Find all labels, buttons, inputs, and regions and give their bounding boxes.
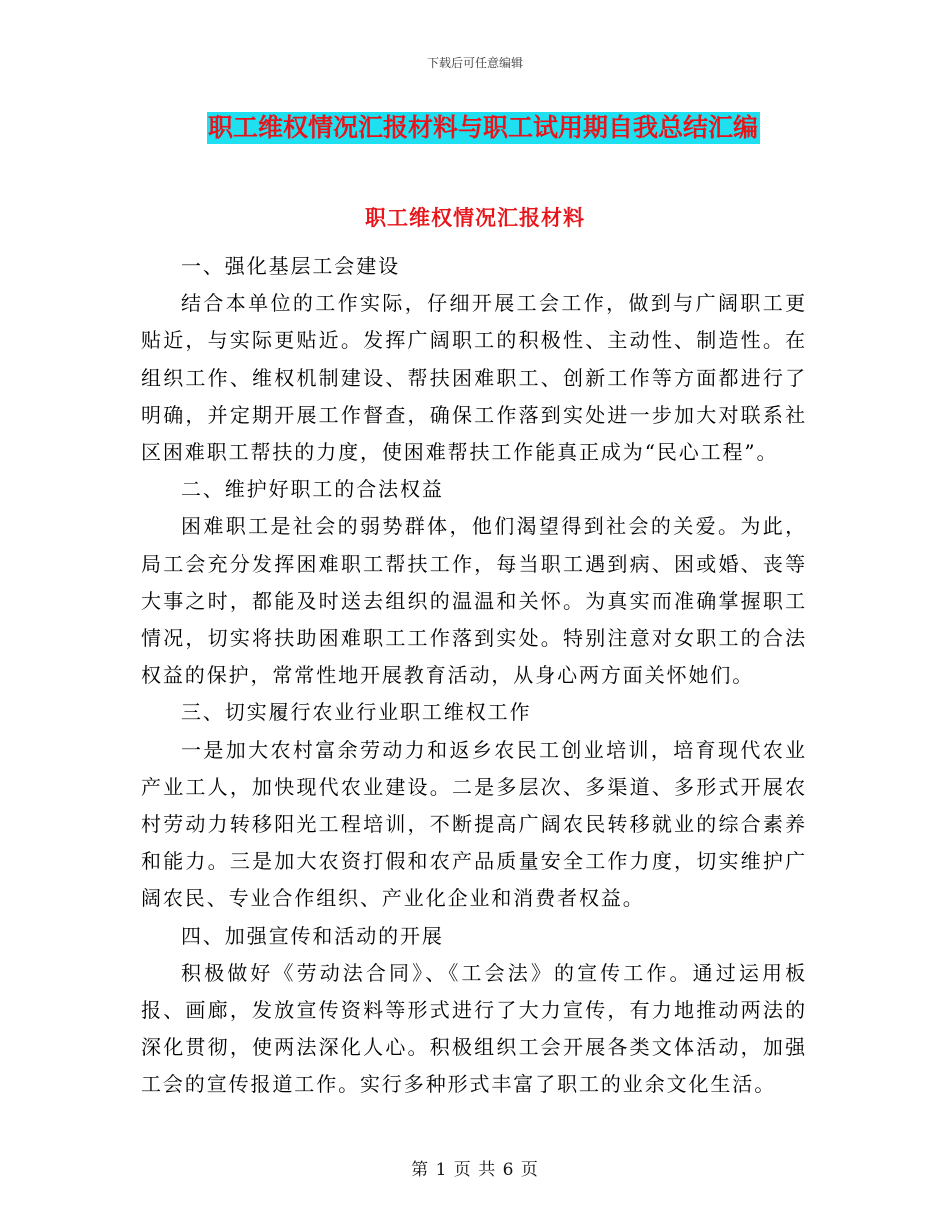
paragraph-2: 困难职工是社会的弱势群体，他们渴望得到社会的关爱。为此，局工会充分发挥困难职工帮扶工作，每当职工遇到病、困或婚、丧等大事之时，都能及时送去组织的温温和关怀。为真实而准确掌握职工情况，切实将扶助困难职工工作落到实处。特别注意对女职工的合法权益的保护，常常性地开展教育活动，从身心两方面关怀她们。: [141, 514, 807, 688]
heading-2: 二、维护好职工的合法权益: [181, 477, 444, 502]
main-title-container: [207, 112, 789, 144]
header-note: 下载后可任意编辑: [426, 56, 523, 70]
paragraph-4: 积极做好《劳动法合同》、《工会法》的宣传工作。通过运用板报、画廊，发放宣传资料等形式进行了大力宣传，有力地推动两法的深化贯彻，使两法深化人心。积极组织工会开展各类文体活动，加强工会的宣传报道工作。实行多种形式丰富了职工的业余文化生活。: [141, 960, 807, 1097]
document-body: [141, 248, 807, 1104]
heading-4: 四、加强宣传和活动的开展: [181, 923, 444, 948]
main-title: 职工维权情况汇报材料与职工试用期自我总结汇编: [208, 113, 759, 142]
heading-3: 三、切实履行农业行业职工维权工作: [181, 700, 532, 725]
paragraph-3: 一是加大农村富余劳动力和返乡农民工创业培训，培育现代农业产业工人，加快现代农业建设。二是多层次、多渠道、多形式开展农村劳动力转移阳光工程培训，不断提高广阔农民转移就业的综合素养和能力。三是加大农资打假和农产品质量安全工作力度，切实维护广阔农民、专业合作组织、产业化企业和消费者权益。: [141, 737, 807, 911]
paragraph-1: 结合本单位的工作实际，仔细开展工会工作，做到与广阔职工更贴近，与实际更贴近。发挥广阔职工的积极性、主动性、制造性。在组织工作、维权机制建设、帮扶困难职工、创新工作等方面都进行了明确，并定期开展工作督查，确保工作落到实处进一步加大对联系社区困难职工帮扶的力度，使困难帮扶工作能真正成为“民心工程”。: [141, 291, 807, 465]
heading-1: 一、强化基层工会建设: [181, 254, 400, 278]
page-number: 第 1 页 共 6 页: [411, 1160, 539, 1180]
section-title: 职工维权情况汇报材料: [365, 206, 585, 230]
